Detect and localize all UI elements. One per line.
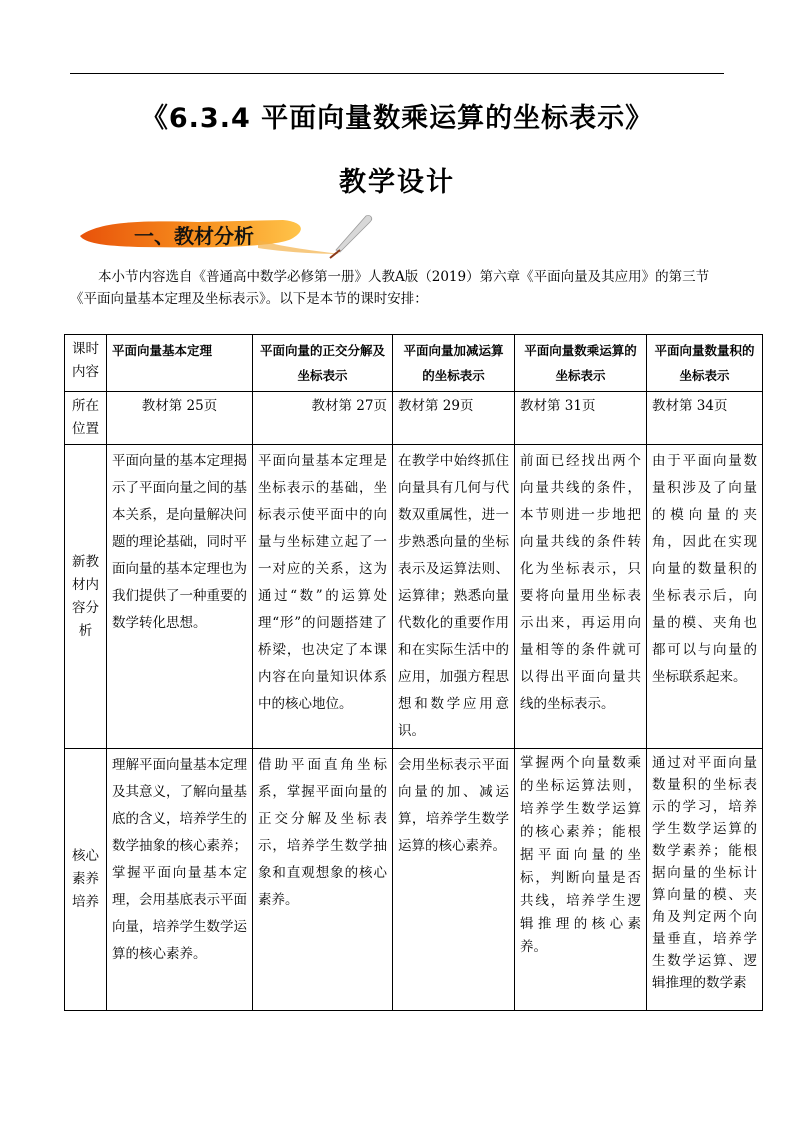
competency-cell: 掌握两个向量数乘的坐标运算法则，培养学生数学运算的核心素养；能根据平面向量的坐标，判断向量是否共线，培养学生逻辑推理的核心素养。 (515, 749, 647, 1011)
intro-text: 本小节内容选自《普通高中数学必修第一册》人教A版（2019）第六章《平面向量及其应用》的第三节《平面向量基本定理及坐标表示》。以下是本节的课时安排： (70, 269, 710, 307)
analysis-cell: 前面已经找出两个向量共线的条件，本节则进一步地把向量共线的条件转化为坐标表示，只要将向量用坐标表示出来，再运用向量相等的条件就可以得出平面向量共线的坐标表示。 (515, 445, 647, 749)
page-cell: 教材第 29页 (393, 392, 515, 445)
page-cell: 教材第 31页 (515, 392, 647, 445)
section-heading: 一、教材分析 (134, 224, 254, 248)
document-title: 《6.3.4 平面向量数乘运算的坐标表示》 (140, 103, 654, 134)
quill-pen-icon (330, 215, 372, 258)
header-label-cell: 课时内容 (65, 335, 107, 392)
table-row (65, 392, 763, 445)
competency-cell: 借助平面直角坐标系，掌握平面向量的正交分解及坐标表示，培养学生数学抽象和直观想象的核心素养。 (253, 749, 393, 1011)
competency-cell: 通过对平面向量数量积的坐标表示的学习，培养学生数学运算的数学素养；能根据向量的坐标计算向量的模、夹角及判定两个向量垂直，培养学生数学运算、逻辑推理的数学素 (647, 749, 763, 1011)
column-header: 平面向量加减运算的坐标表示 (393, 335, 515, 392)
row-label-position: 所在位置 (65, 392, 107, 445)
schedule-table (64, 334, 763, 1011)
table-row (65, 445, 763, 749)
analysis-cell: 平面向量的基本定理揭示了平面向量之间的基本关系，是向量解决问题的理论基础，同时平面向量的基本定理也为我们提供了一种重要的数学转化思想。 (107, 445, 253, 749)
column-header: 平面向量的正交分解及坐标表示 (253, 335, 393, 392)
analysis-cell: 平面向量基本定理是坐标表示的基础，坐标表示使平面中的向量与坐标建立起了一一对应的关系，这为通过“数”的运算处理“形”的问题搭建了桥梁，也决定了本课内容在向量知识体系中的核心地位。 (253, 445, 393, 749)
competency-cell: 会用坐标表示平面向量的加、减运算，培养学生数学运算的核心素养。 (393, 749, 515, 1011)
page-cell: 教材第 27页 (253, 392, 393, 445)
row-label-analysis: 新教材内容分析 (65, 445, 107, 749)
page-cell: 教材第 25页 (107, 392, 253, 445)
column-header: 平面向量基本定理 (107, 335, 253, 392)
table-header-row (65, 335, 763, 392)
column-header: 平面向量数量积的坐标表示 (647, 335, 763, 392)
analysis-cell: 在教学中始终抓住向量具有几何与代数双重属性，进一步熟悉向量的坐标表示及运算法则、运算律；熟悉向量代数化的重要作用和在实际生活中的应用，加强方程思想和数学应用意识。 (393, 445, 515, 749)
intro-paragraph (70, 266, 730, 310)
header-rule (70, 73, 724, 74)
column-header: 平面向量数乘运算的坐标表示 (515, 335, 647, 392)
document-subtitle: 教学设计 (339, 167, 455, 198)
table-row (65, 749, 763, 1011)
competency-cell: 理解平面向量基本定理及其意义，了解向量基底的含义，培养学生的数学抽象的核心素养；掌握平面向量基本定理，会用基底表示平面向量，培养学生数学运算的核心素养。 (107, 749, 253, 1011)
analysis-cell: 由于平面向量数量积涉及了向量的模向量的夹角，因此在实现向量的数量积的坐标表示后，向量的模、夹角也都可以与向量的坐标联系起来。 (647, 445, 763, 749)
row-label-competency: 核心素养培养 (65, 749, 107, 1011)
page-cell: 教材第 34页 (647, 392, 763, 445)
